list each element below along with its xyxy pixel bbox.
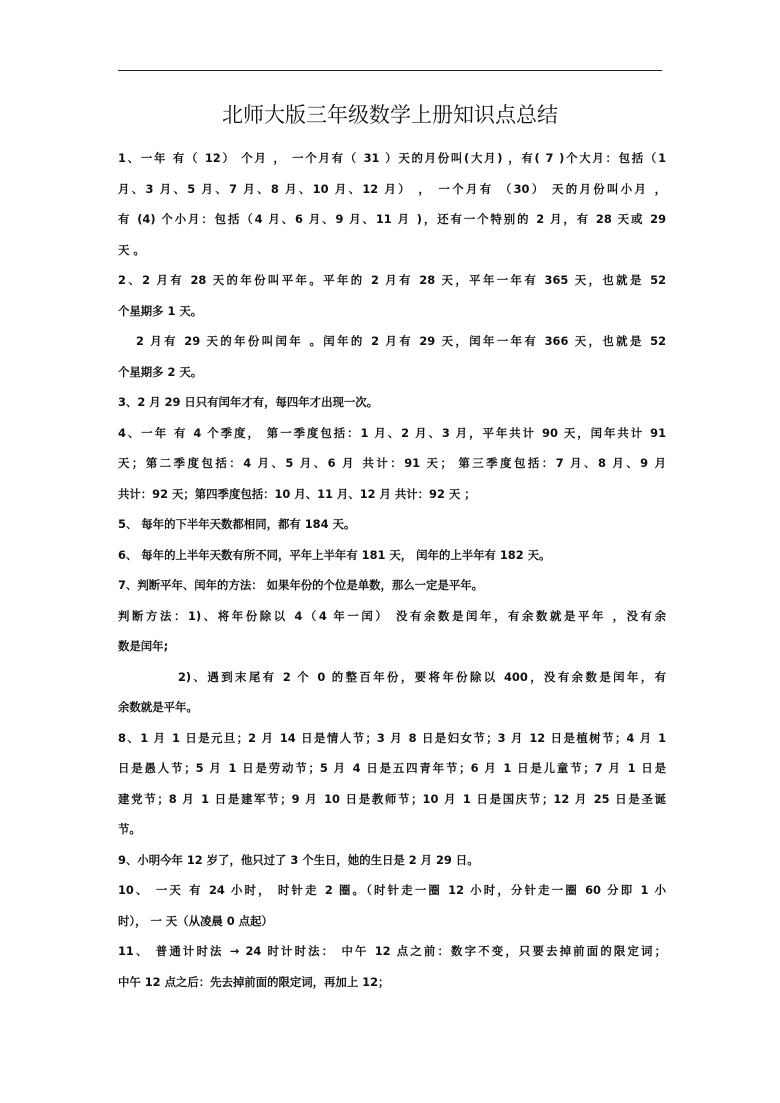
body-line: 天；第二季度包括：4 月、5 月、6 月 共计：91 天； 第三季度包括：7 月、8 月、9 月 (118, 456, 666, 470)
body-line: 2)、遇到末尾有 2 个 0 的整百年份，要将年份除以 400，没有余数是闰年，有 (178, 669, 666, 684)
body-line: 3、2 月 29 日只有闰年才有，每四年才出现一次。 (118, 395, 379, 409)
body-line: 2 月有 29 天的年份叫闰年 。闰年的 2 月有 29 天，闰年一年有 366 天，也就是 52 (136, 334, 666, 348)
body-line: 11、 普通计时法 → 24 时计时法： 中午 12 点之前：数字不变，只要去掉前面的限定词； (118, 944, 666, 958)
body-line: 共计：92 天；第四季度包括：10 月、11 月、12 月 共计：92 天 ； (118, 486, 476, 501)
body-line: 8、1 月 1 日是元旦；2 月 14 日是情人节；3 月 8 日是妇女节；3 月 12 日是植树节；4 月 1 (118, 730, 666, 745)
body-line: 月、3 月、5 月、7 月、8 月、10 月、12 月） ， 一个月有 （30） 天的月份叫小月 ， (118, 181, 666, 196)
body-line: 9、小明今年 12 岁了，他只过了 3 个生日，她的生日是 2 月 29 日。 (118, 852, 479, 867)
body-line: 建党节；8 月 1 日是建军节；9 月 10 日是教师节；10 月 1 日是国庆节；12 月 25 日是圣诞 (118, 791, 666, 806)
body-line: 天 。 (118, 242, 145, 257)
body-line: 中午 12 点之后：先去掉前面的限定词，再加上 12； (118, 974, 390, 989)
body-line: 日是愚人节；5 月 1 日是劳动节；5 月 4 日是五四青年节；6 月 1 日是儿童节；7 月 1 日是 (118, 761, 666, 775)
body-line: 2、2 月有 28 天的年份叫平年。平年的 2 月有 28 天，平年一年有 365 天，也就是 52 (118, 273, 666, 287)
body-line: 5、 每年的下半年天数都相同，都有 184 天。 (118, 517, 356, 531)
body-line: 有 (4) 个小月：包括（4 月、6 月、9 月、11 月 )，还有一个特别的 2 月，有 28 天或 29 (118, 212, 666, 226)
body-line: 7、判断平年、闰年的方法： 如果年份的个位是单数，那么一定是平年。 (118, 578, 484, 592)
body-line: 节。 (118, 822, 141, 836)
body-line: 数是闰年; (118, 639, 169, 653)
body-line: 10、 一天 有 24 小时， 时针走 2 圈。（时针走一圈 12 小时，分针走一圈 60 分即 1 小 (118, 883, 666, 897)
body-line: 4、一年 有 4 个季度， 第一季度包括：1 月、2 月、3 月，平年共计 90 天，闰年共计 91 (118, 425, 666, 440)
document-body (118, 143, 666, 997)
body-line: 1、一年 有（ 12） 个月 ， 一个月有（ 31 ）天的月份叫(大月) ，有( 7 )个大月：包括（1 (118, 151, 666, 165)
body-line: 时）， 一 天（从凌晨 0 点起） (118, 913, 273, 928)
body-line: 个星期多 2 天。 (118, 364, 203, 379)
body-line: 6、 每年的上半年天数有所不同，平年上半年有 181 天， 闰年的上半年有 182 天。 (118, 547, 551, 562)
document-title: 北师大版三年级数学上册知识点总结 (222, 103, 558, 127)
body-line: 余数就是平年。 (118, 700, 198, 714)
header-rule (118, 70, 662, 71)
body-line: 个星期多 1 天。 (118, 303, 203, 318)
body-line: 判断方法：1)、将年份除以 4（4 年一闰） 没有余数是闰年，有余数就是平年 ，没有余 (118, 608, 666, 623)
